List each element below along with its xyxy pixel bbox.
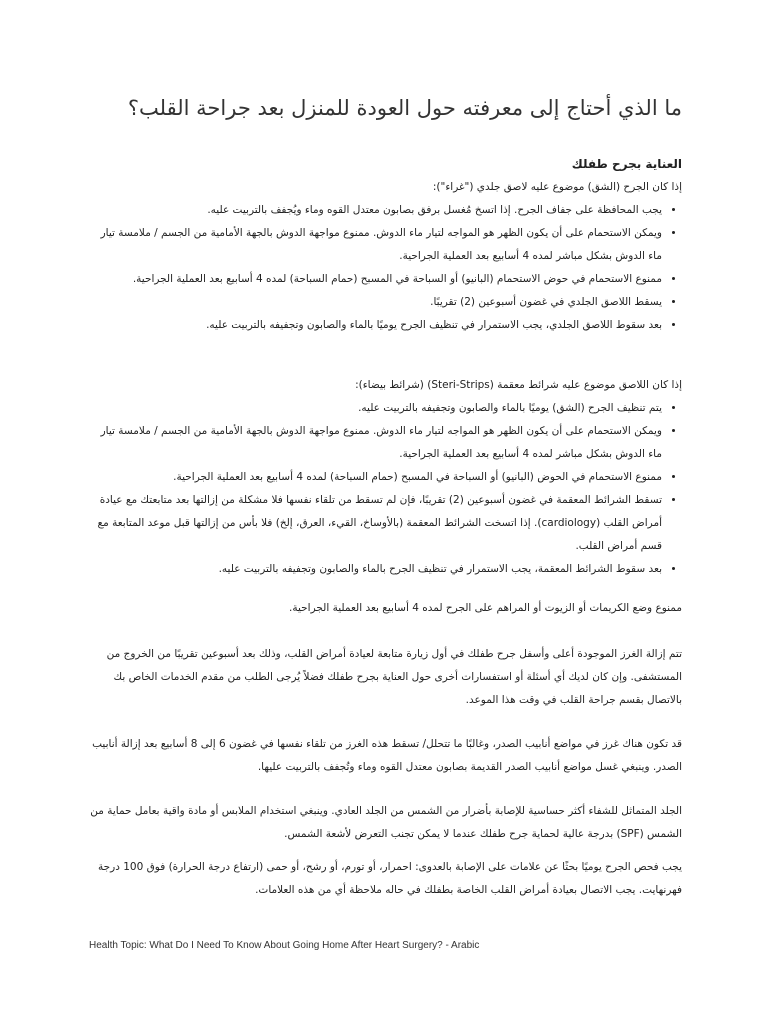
list-item: • بعد سقوط الشرائط المعقمة، يجب الاستمرار في تنظيف الجرح بالماء والصابون وتجفيفه بالتربيت عليه. — [86, 558, 662, 581]
page-title: ما الذي أحتاج إلى معرفته حول العودة للمنزل بعد جراحة القلب؟ — [127, 96, 682, 120]
bullet-list — [86, 397, 682, 581]
paragraph-sun — [86, 800, 682, 846]
list-item: • ويمكن الاستحمام على أن يكون الظهر هو المواجه لتيار ماء الدوش. ممنوع مواجهة الدوش بالجهة الأمامية من الجسم / ملامسة تيار ماء الدوش بشكل مباشر لمده 4 أسابيع بعد العملية الجراحية. — [86, 420, 662, 466]
paragraph-infection — [86, 856, 682, 902]
paragraph-no-creams — [86, 597, 682, 620]
list-item: • ويمكن الاستحمام على أن يكون الظهر هو المواجه لتيار ماء الدوش. ممنوع مواجهة الدوش بالجهة الأمامية من الجسم / ملامسة تيار ماء الدوش بشكل مباشر لمده 4 أسابيع بعد العملية الجراحية. — [86, 222, 662, 268]
body-paragraph: يجب فحص الجرح يوميًا بحثًا عن علامات على الإصابة بالعدوى: احمرار، أو تورم، أو رشح، أو حمى (ارتفاع درجة الحرارة) فوق 100 درجة فهرنهايت. يجب الاتصال بعيادة أمراض القلب الخاصة بطفلك في حاله ملاحظة أي من هذه العلامات. — [98, 861, 682, 896]
list-item: • تسقط الشرائط المعقمة في غضون أسبوعين (2) تقريبًا، فإن لم تسقط من تلقاء نفسها فلا مشكلة من إزالتها بعد متابعتك مع عيادة أمراض القلب (cardiology). إذا اتسخت الشرائط المعقمة (بالأوساخ، القيء، العرق، إلخ) فلا بأس من إزالتها قبل موعد المتابعة مع قسم أمراض القلب. — [86, 489, 662, 558]
list-item: • بعد سقوط اللاصق الجلدي، يجب الاستمرار في تنظيف الجرح يوميًا بالماء والصابون وتجفيفه بالتربيت عليه. — [86, 314, 662, 337]
body-paragraph: قد تكون هناك غرز في مواضع أنابيب الصدر، وغالبًا ما تتحلل/ تسقط هذه الغرز من تلقاء نفسها في غضون 6 إلى 8 أسابيع بعد إزالة أنابيب الصدر. وينبغي غسل مواضع أنابيب الصدر القديمة بصابون معتدل القوه وماء وتُجفف بالتربيت عليها. — [92, 738, 682, 773]
list-item: • يتم تنظيف الجرح (الشق) يوميًا بالماء والصابون وتجفيفه بالتربيت عليه. — [86, 397, 662, 420]
list-item: • ممنوع الاستحمام في حوض الاستحمام (البانيو) أو السباحة في المسبح (حمام السباحة) لمده 4 أسابيع بعد العملية الجراحية. — [86, 268, 662, 291]
list-item: • يسقط اللاصق الجلدي في غضون أسبوعين (2) تقريبًا. — [86, 291, 662, 314]
list-item: • يجب المحافظة على جفاف الجرح. إذا اتسخ مُغسل برفق بصابون معتدل القوه وماء ويُجفف بالتربيت عليه. — [86, 199, 662, 222]
body-paragraph: ممنوع وضع الكريمات أو الزيوت أو المراهم على الجرح لمده 4 أسابيع بعد العملية الجراحية. — [289, 602, 682, 614]
section-steri-strips — [86, 374, 682, 581]
section-intro: إذا كان اللاصق موضوع عليه شرائط معقمة (Steri-Strips) (شرائط بيضاء): — [355, 379, 682, 391]
page-footer: Health Topic: What Do I Need To Know About Going Home After Heart Surgery? - Arabic — [89, 940, 480, 951]
body-paragraph: الجلد المتماثل للشفاء أكثر حساسية للإصابة بأضرار من الشمس من الجلد العادي. وينبغي استخدام الملابس أو مادة واقية بعامل حماية من الشمس (SPF) بدرجة عالية لحماية جرح طفلك عندما لا يمكن تجنب التعرض لأشعة الشمس. — [90, 805, 682, 840]
list-item: • ممنوع الاستحمام في الحوض (البانيو) أو السباحة في المسبح (حمام السباحة) لمده 4 أسابيع بعد العملية الجراحية. — [86, 466, 662, 489]
paragraph-stitches — [86, 643, 682, 712]
body-paragraph: تتم إزالة الغرز الموجودة أعلى وأسفل جرح طفلك في أول زيارة متابعة لعيادة أمراض القلب، وذلك بعد أسبوعين تقريبًا من الخروج من المستشفى. وإن كان لديك أي أسئلة أو استفسارات أخرى حول العناية بجرح طفلك فضلاً يُرجى الطلب من مقدم الخدمات الخاص بك بالاتصال بقسم جراحة القلب في وقت هذا الموعد. — [106, 648, 682, 706]
bullet-list — [86, 199, 682, 337]
section-intro: إذا كان الجرح (الشق) موضوع عليه لاصق جلدي ("غراء"): — [432, 181, 682, 193]
section-glue-wound — [86, 153, 682, 337]
section-heading: العناية بجرح طفلك — [571, 157, 682, 171]
paragraph-chest-tubes — [86, 733, 682, 779]
